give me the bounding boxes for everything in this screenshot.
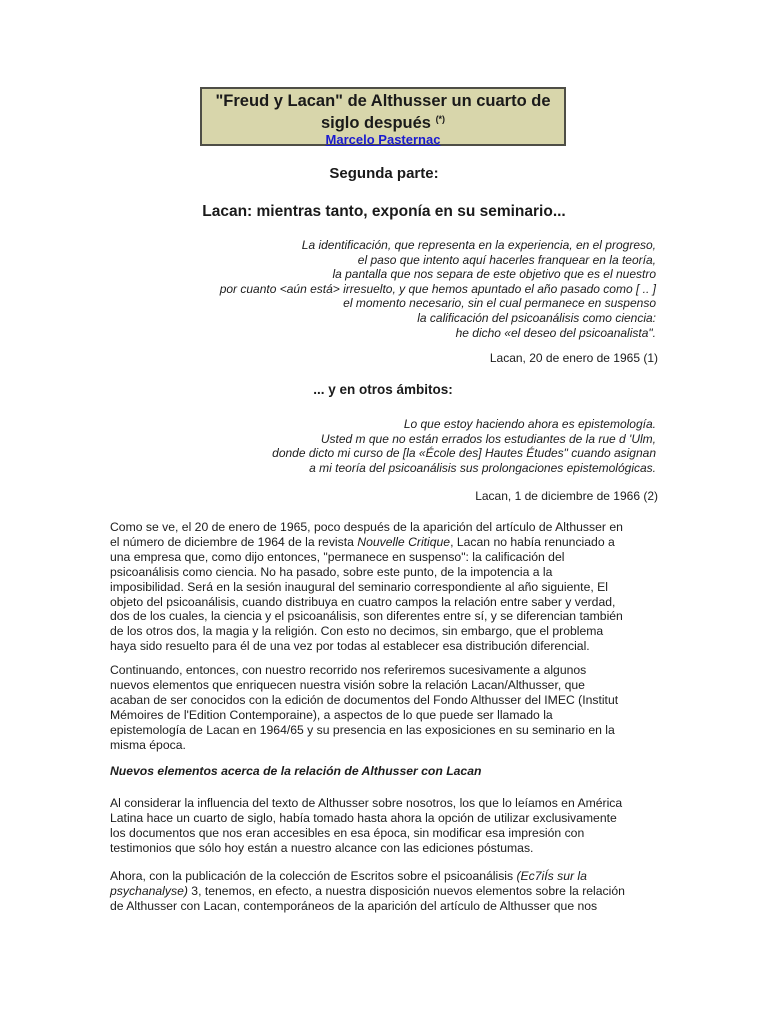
paragraph-line-with-italic	[110, 869, 662, 884]
paragraph-line: de los otros dos, la magia y la religión. Con esto no decimos, sin embargo, que el problema	[110, 624, 604, 639]
title-line-2	[202, 110, 564, 132]
quote-line: la calificación del psicoanálisis como ciencia:	[417, 310, 656, 325]
paragraph-line-with-italic	[110, 535, 662, 550]
paragraph-line: Latina hace un cuarto de siglo, había tomado hasta ahora la opción de utilizar exclusivamente	[110, 810, 617, 825]
book-title: psychanalyse)	[110, 883, 188, 898]
section-heading-otros	[0, 382, 768, 397]
paragraph-line: Mémoires de l'Edition Contemporaine), a aspectos de lo que puede ser llamado la	[110, 707, 553, 722]
paragraph-line: imposibilidad. Será en la sesión inaugural del seminario correspondiente al año siguiente, El	[110, 579, 608, 594]
paragraph-line: Como se ve, el 20 de enero de 1965, poco después de la aparición del artículo de Althusser en	[110, 520, 623, 534]
quote-line: Lo que estoy haciendo ahora es epistemología.	[403, 417, 656, 431]
paragraph-line: una empresa que, como dijo entonces, "permanece en suspenso": la calificación del	[110, 549, 565, 564]
paragraph-line: testimonios que sólo hoy están a nuestro alcance con las ediciones póstumas.	[110, 840, 534, 855]
title-box	[200, 87, 566, 146]
paragraph-line: misma época.	[110, 737, 186, 752]
subheading-nuevos-elementos: Nuevos elementos acerca de la relación de Althusser con Lacan	[110, 764, 482, 778]
paragraph-line: haya sido resuelto para él de una vez por todas al establecer esa distribución diferencial.	[110, 639, 590, 654]
paragraph-line-with-italic	[110, 884, 662, 899]
paragraph-4	[110, 869, 662, 914]
section-heading-segunda: Segunda parte:	[329, 165, 439, 182]
quote-line: la pantalla que nos separa de este objetivo que es el nuestro	[332, 267, 656, 282]
paragraph-3	[110, 796, 662, 856]
paragraph-line: epistemología de Lacan en 1964/65 y su presencia en las exposiciones en su seminario en la	[110, 722, 615, 737]
paragraph-line: de Althusser con Lacan, contemporáneos de la aparición del artículo de Althusser que nos	[110, 898, 598, 913]
paragraph-line: objeto del psicoanálisis, cuando distribuya en cuatro campos la relación entre saber y verdad,	[110, 594, 616, 609]
quote-line: La identificación, que representa en la experiencia, en el progreso,	[301, 238, 656, 252]
quote-citation-2: Lacan, 1 de diciembre de 1966 (2)	[475, 489, 658, 503]
author-link[interactable]: Marcelo Pasternac	[325, 132, 441, 147]
paragraph-line: Continuando, entonces, con nuestro recorrido nos referiremos sucesivamente a algunos	[110, 663, 587, 677]
epigraph-quote-2	[272, 417, 656, 475]
text-run: el número de diciembre de 1964 de la revista	[110, 534, 358, 549]
text-run: 3, tenemos, en efecto, a nuestra disposición nuevos elementos sobre la relación	[187, 883, 625, 898]
title-line-2-text: siglo después	[320, 114, 431, 132]
paragraph-line: psicoanálisis como ciencia. No ha pasado, sobre este punto, de la impotencia a la	[110, 564, 553, 579]
quote-line: he dicho «el deseo del psicoanalista".	[455, 325, 656, 340]
quote-line: Usted m que no están errados los estudiantes de la rue d 'Ulm,	[320, 431, 656, 446]
section-heading-lacan: Lacan: mientras tanto, exponía en su seminario...	[202, 203, 566, 220]
footnote-mark[interactable]: (*)	[435, 114, 446, 124]
quote-line: donde dicto mi curso de [la «École des] Hautes Études" cuando asignan	[272, 446, 656, 461]
paragraph-line: Al considerar la influencia del texto de Althusser sobre nosotros, los que lo leíamos en América	[110, 796, 623, 810]
quote-citation-1: Lacan, 20 de enero de 1965 (1)	[489, 351, 658, 365]
text-run: , Lacan no había renunciado a	[450, 534, 615, 549]
quote-line: el paso que intento aquí hacerles franquear en la teoría,	[357, 252, 656, 267]
paragraph-line: nuevos elementos que enriquecen nuestra visión sobre la relación Lacan/Althusser, que	[110, 677, 585, 692]
quote-line: el momento necesario, sin el cual permanece en suspenso	[343, 296, 656, 311]
quote-line: a mi teoría del psicoanálisis sus prolongaciones epistemológicas.	[309, 460, 656, 475]
book-title: (Ec7iÍs sur la	[516, 869, 587, 883]
quote-line: por cuanto <aún está> irresuelto, y que hemos apuntado el año pasado como [ .. ]	[219, 281, 656, 296]
section-heading-otros-text: ... y en otros ámbitos:	[313, 382, 453, 397]
paragraph-1	[110, 520, 662, 654]
paragraph-line: los documentos que nos eran accesibles en esa época, sin modificar esa impresión con	[110, 825, 585, 840]
journal-title: Nouvelle Critique	[357, 534, 451, 549]
paragraph-line: dos de los cuales, la ciencia y el psicoanálisis, son diferentes entre sí, y se diferencian también	[110, 609, 623, 624]
epigraph-quote-1	[220, 238, 656, 340]
title-line-1: "Freud y Lacan" de Althusser un cuarto de	[215, 92, 551, 110]
paragraph-2	[110, 663, 662, 752]
paragraph-line: acaban de ser conocidos con la edición de documentos del Fondo Althusser del IMEC (Institut	[110, 692, 619, 707]
text-run: Ahora, con la publicación de la colección de Escritos sobre el psicoanálisis	[110, 869, 517, 883]
